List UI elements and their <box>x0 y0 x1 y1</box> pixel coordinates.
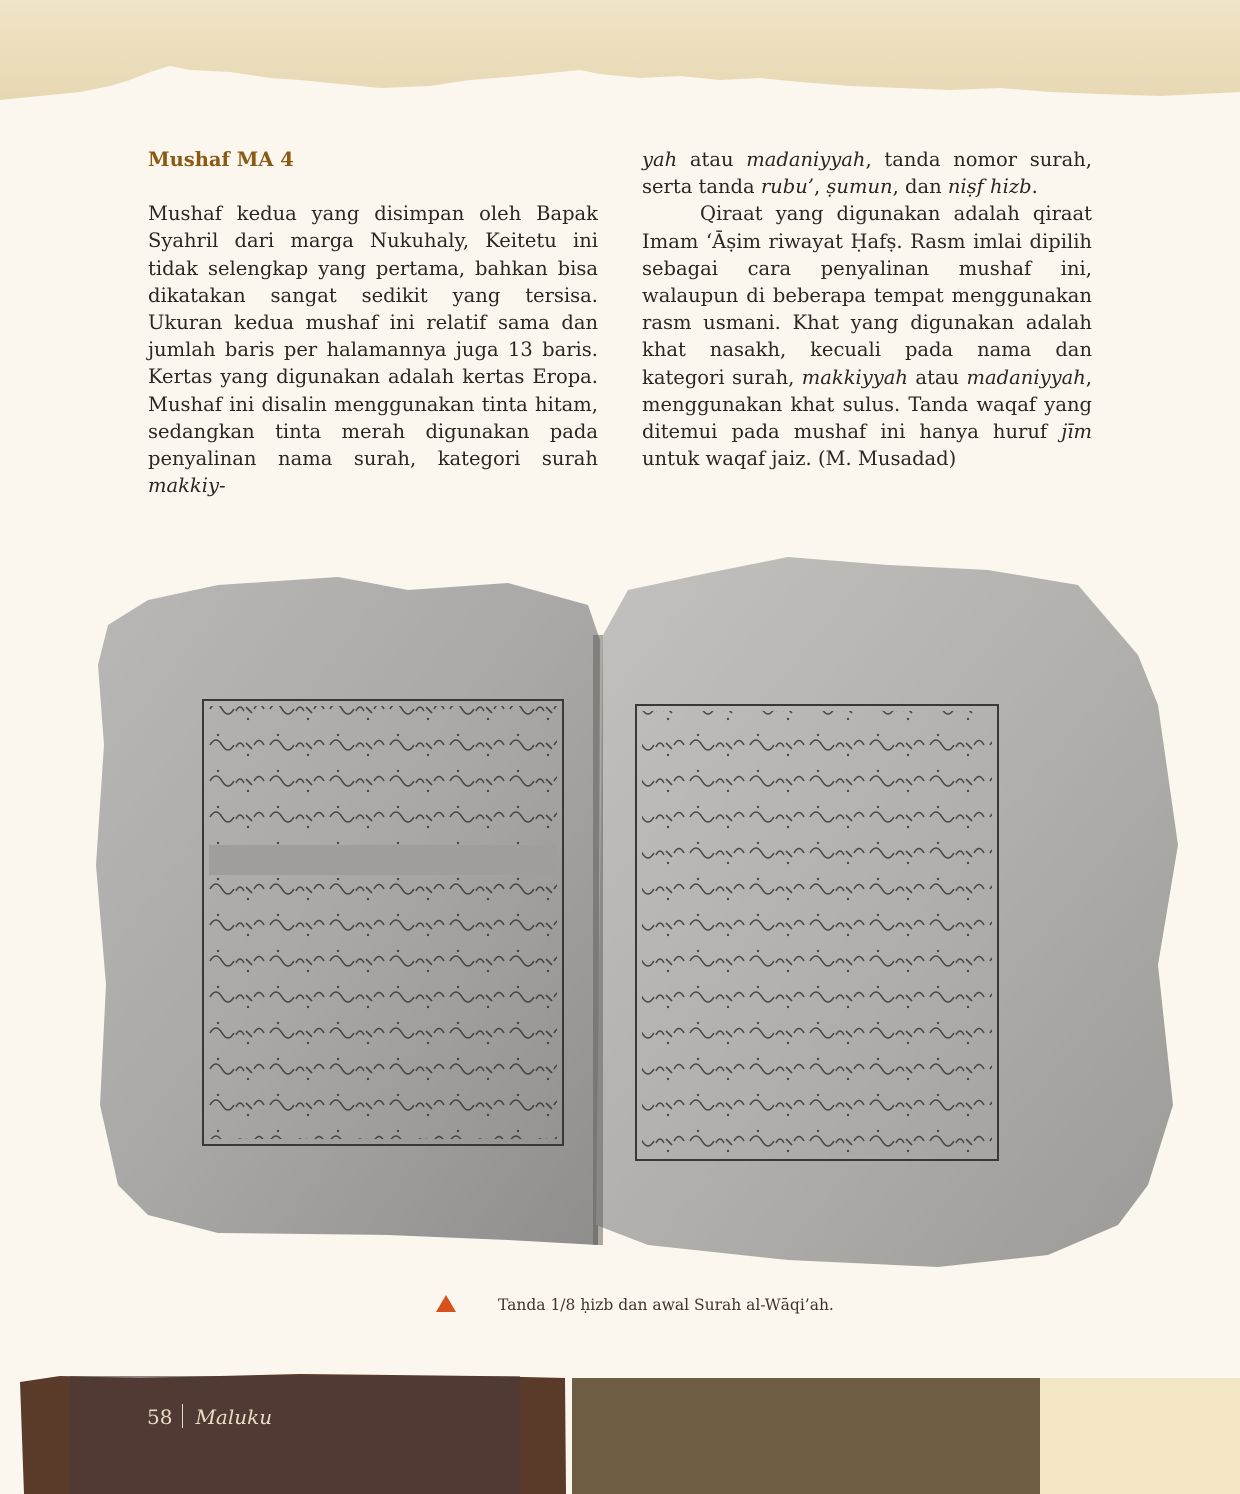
text-column-left <box>148 146 598 499</box>
page-number: 58 <box>147 1405 173 1429</box>
text-run: , dan <box>892 175 948 199</box>
text-run: Qiraat yang digunakan adalah qiraat Imam ‘Āṣim riwayat Ḥafṣ. Rasm imlai dipilih sebagai cara penyalinan mushaf ini, walaupun di beberapa tempat menggunakan rasm usmani. Khat yang digunakan adalah khat nasakh, kecuali pada nama dan kategori surah, <box>642 202 1092 389</box>
italic-term: yah <box>642 148 678 171</box>
text-run: , menggunakan khat sulus. Tanda waqaf yang ditemui pada mushaf ini hanya huruf <box>642 365 1092 444</box>
torn-paper-header <box>0 0 1240 110</box>
figure-caption <box>436 1295 834 1314</box>
paragraph-intro <box>148 200 598 499</box>
section-heading: Mushaf MA 4 <box>148 148 294 171</box>
italic-term: rubu’ <box>760 175 814 199</box>
italic-term: madaniyyah <box>746 148 866 171</box>
page-footer <box>147 1404 272 1429</box>
text-run: . <box>1031 175 1038 199</box>
italic-term: madaniyyah <box>966 365 1086 389</box>
text-column-right <box>642 146 1092 472</box>
text-run: , <box>813 175 827 199</box>
caption-text: Tanda 1/8 ḥizb dan awal Surah al-Wāqi’ah. <box>498 1296 834 1314</box>
italic-term: niṣf hizb <box>947 175 1032 199</box>
paragraph-intro-text: Mushaf kedua yang disimpan oleh Bapak Syahril dari marga Nukuhaly, Keitetu ini tidak selengkap yang pertama, bahkan bisa dikatakan sangat sedikit yang tersisa. Ukuran kedua mushaf ini relatif sama dan jumlah baris per halamannya juga 13 baris. Kertas yang digunakan adalah kertas Eropa. Mushaf ini disalin menggunakan tinta hitam, sedangkan tinta merah digunakan pada penyalinan nama surah, kategori surah <box>148 202 598 471</box>
bottom-photo-strip <box>0 1370 1240 1494</box>
running-title: Maluku <box>195 1405 273 1429</box>
paragraph-intro-italic: makkiy- <box>148 474 226 498</box>
paragraph-continuation <box>642 146 1092 200</box>
paragraph-qiraat <box>642 200 1092 472</box>
footer-divider <box>182 1404 183 1428</box>
italic-term: jīm <box>1061 420 1092 444</box>
text-run: atau <box>907 365 967 389</box>
caption-triangle-icon <box>436 1295 456 1312</box>
italic-term: makkiyyah <box>801 365 908 389</box>
manuscript-photo <box>88 545 1188 1275</box>
text-run: , tanda nomor surah, serta tanda <box>642 148 1093 199</box>
text-run: untuk waqaf jaiz. (M. Musadad) <box>642 447 957 471</box>
text-run: atau <box>677 148 747 171</box>
italic-term: ṣumun <box>826 175 893 199</box>
